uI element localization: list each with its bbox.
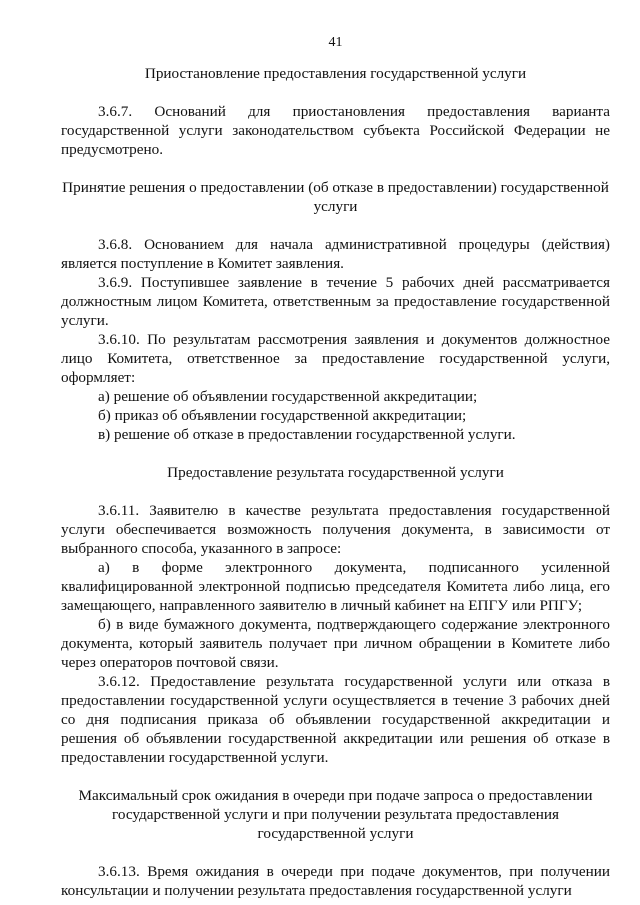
list-item-a: а) решение об объявлении государственной аккредитации; (98, 388, 478, 405)
paragraph-3-6-12: 3.6.12. Предоставление результата государственной услуги или отказа в предоставлении государственной услуги осуществляется в течение 3 рабочих дней со дня подписания приказа об объявлении государственной аккредитации и решения об объявлении государственной аккредитации или решения об отказе в предоставлении государственной услуги. (61, 673, 610, 766)
list-item-electronic: а) в форме электронного документа, подписанного усиленной квалифицированной электронной подписью председателя Комитета либо лица, его замещающего, направленного заявителю в личный кабинет на ЕПГУ или РПГУ; (61, 559, 610, 614)
paragraph-3-6-7: 3.6.7. Оснований для приостановления предоставления варианта государственной услуги законодательством субъекта Российской Федерации не предусмотрено. (61, 103, 610, 158)
list-item-c: в) решение об отказе в предоставлении государственной услуги. (98, 426, 516, 443)
paragraph-3-6-9: 3.6.9. Поступившее заявление в течение 5 рабочих дней рассматривается должностным лицом Комитета, ответственным за предоставление государственной услуги. (61, 274, 610, 329)
section-heading-suspension: Приостановление предоставления государственной услуги (144, 65, 527, 82)
section-heading-queue-time: Максимальный срок ожидания в очереди при подаче запроса о предоставлении государственной услуги и при получении результата предоставления государственной услуги (78, 787, 593, 842)
list-item-paper: б) в виде бумажного документа, подтверждающего содержание электронного документа, который заявитель получает при личном обращении в Комитете либо через операторов почтовой связи. (61, 616, 610, 671)
paragraph-3-6-8: 3.6.8. Основанием для начала административной процедуры (действия) является поступление в Комитет заявления. (61, 236, 610, 272)
section-heading-result: Предоставление результата государственной услуги (167, 464, 504, 481)
paragraph-3-6-13: 3.6.13. Время ожидания в очереди при подаче документов, при получении консультации и получении результата предоставления государственной услуги (61, 863, 610, 899)
paragraph-3-6-11: 3.6.11. Заявителю в качестве результата предоставления государственной услуги обеспечивается возможность получения документа, в зависимости от выбранного способа, указанного в запросе: (61, 502, 610, 557)
list-item-b: б) приказ об объявлении государственной аккредитации; (98, 407, 467, 424)
paragraph-3-6-10: 3.6.10. По результатам рассмотрения заявления и документов должностное лицо Комитета, ответственное за предоставление государственной услуги, оформляет: (61, 331, 610, 386)
page-number: 41 (328, 35, 343, 50)
section-heading-decision: Принятие решения о предоставлении (об отказе в предоставлении) государственной услуги (62, 179, 609, 215)
